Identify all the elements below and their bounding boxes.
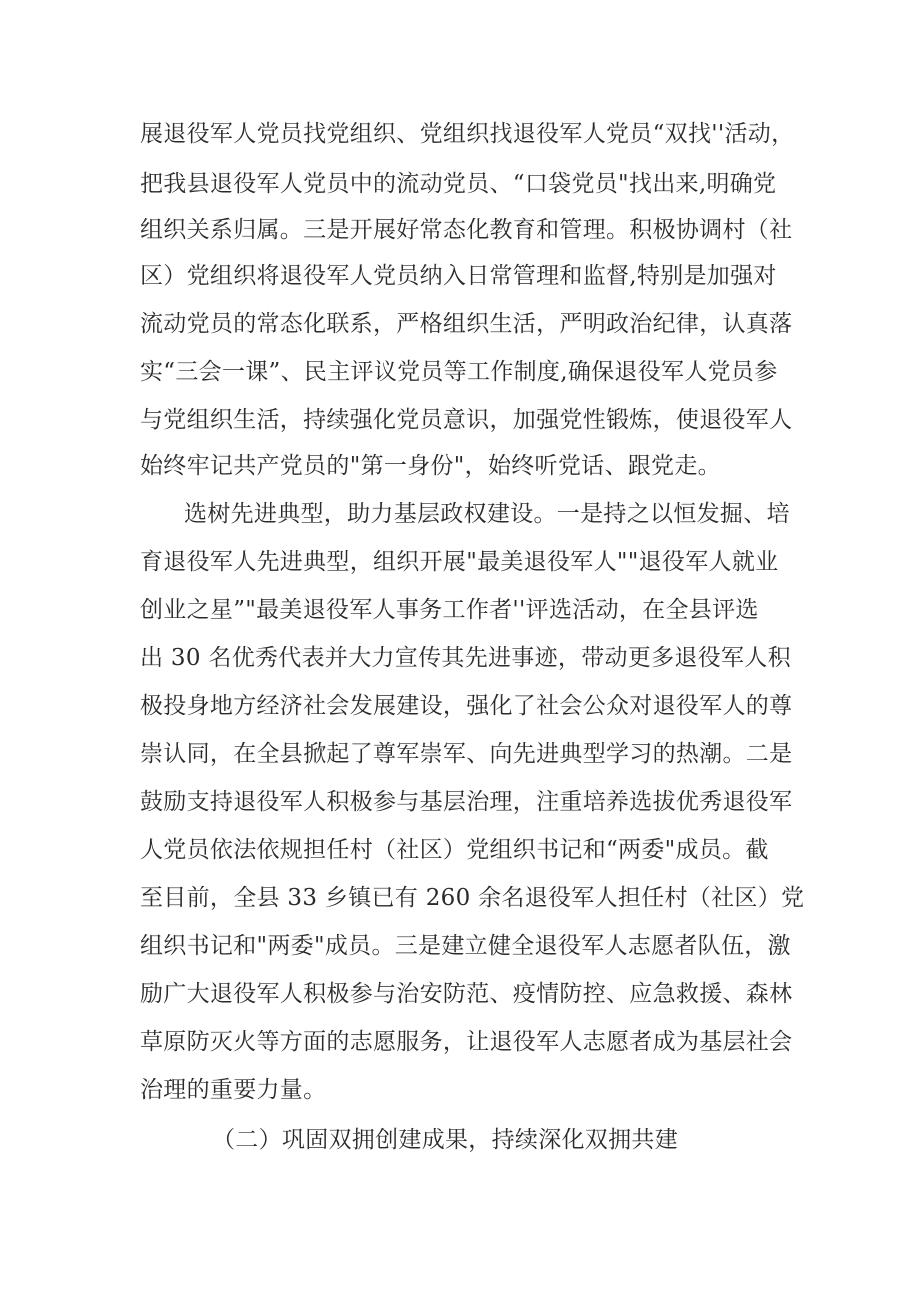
- paragraph-2-line-8: 人党员依法依规担任村（社区）党组织书记和“两委"成员。截: [140, 837, 769, 863]
- paragraph-2-line-6: 崇认同，在全县掀起了尊军崇军、向先进典型学习的热潮。二是: [140, 741, 793, 767]
- paragraph-2-line-1: 选树先进典型，助力基层政权建设。一是持之以恒发掘、培: [184, 501, 790, 527]
- paragraph-2-line-4: 出 30 名优秀代表并大力宣传其先进事迹，带动更多退役军人积: [140, 645, 791, 671]
- paragraph-1-line-1: 展退役军人党员找党组织、党组织找退役军人党员“双找''活动，: [140, 121, 795, 147]
- paragraph-1-line-3: 组织关系归属。三是开展好常态化教育和管理。积极协调村（社: [140, 217, 793, 243]
- paragraph-1-line-8: 始终牢记共产党员的"第一身份"，始终听党话、跟党走。: [140, 453, 721, 479]
- paragraph-2-line-11: 励广大退役军人积极参与治安防范、疫情防控、应急救援、森林: [140, 981, 793, 1007]
- paragraph-1-line-7: 与党组织生活，持续强化党员意识，加强党性锻炼，使退役军人: [140, 407, 793, 433]
- paragraph-1-line-4: 区）党组织将退役军人党员纳入日常管理和监督,特别是加强对: [140, 263, 777, 289]
- paragraph-1-line-6: 实“三会一课”、民主评议党员等工作制度,确保退役军人党员参: [140, 359, 778, 385]
- paragraph-2-line-9: 至目前，全县 33 乡镇已有 260 余名退役军人担任村（社区）党: [140, 885, 805, 911]
- paragraph-2-line-3: 创业之星”"最美退役军人事务工作者''评选活动，在全县评选: [140, 597, 759, 623]
- paragraph-2-line-12: 草原防灭火等方面的志愿服务，让退役军人志愿者成为基层社会: [140, 1029, 793, 1055]
- paragraph-2-line-2: 育退役军人先进典型，组织开展"最美退役军人""退役军人就业: [140, 549, 779, 575]
- paragraph-2-line-7: 鼓励支持退役军人积极参与基层治理，注重培养选拔优秀退役军: [140, 789, 793, 815]
- paragraph-2-line-13: 治理的重要力量。: [140, 1077, 327, 1103]
- paragraph-2-line-5: 极投身地方经济社会发展建设，强化了社会公众对退役军人的尊: [140, 693, 793, 719]
- paragraph-1-line-5: 流动党员的常态化联系，严格组织生活，严明政治纪律，认真落: [140, 311, 793, 337]
- paragraph-2-line-10: 组织书记和"两委"成员。三是建立健全退役军人志愿者队伍，激: [140, 933, 791, 959]
- paragraph-1-line-2: 把我县退役军人党员中的流动党员、“口袋党员"找出来,明确党: [140, 171, 777, 197]
- section-heading: （二）巩固双拥创建成果，持续深化双拥共建: [212, 1127, 678, 1153]
